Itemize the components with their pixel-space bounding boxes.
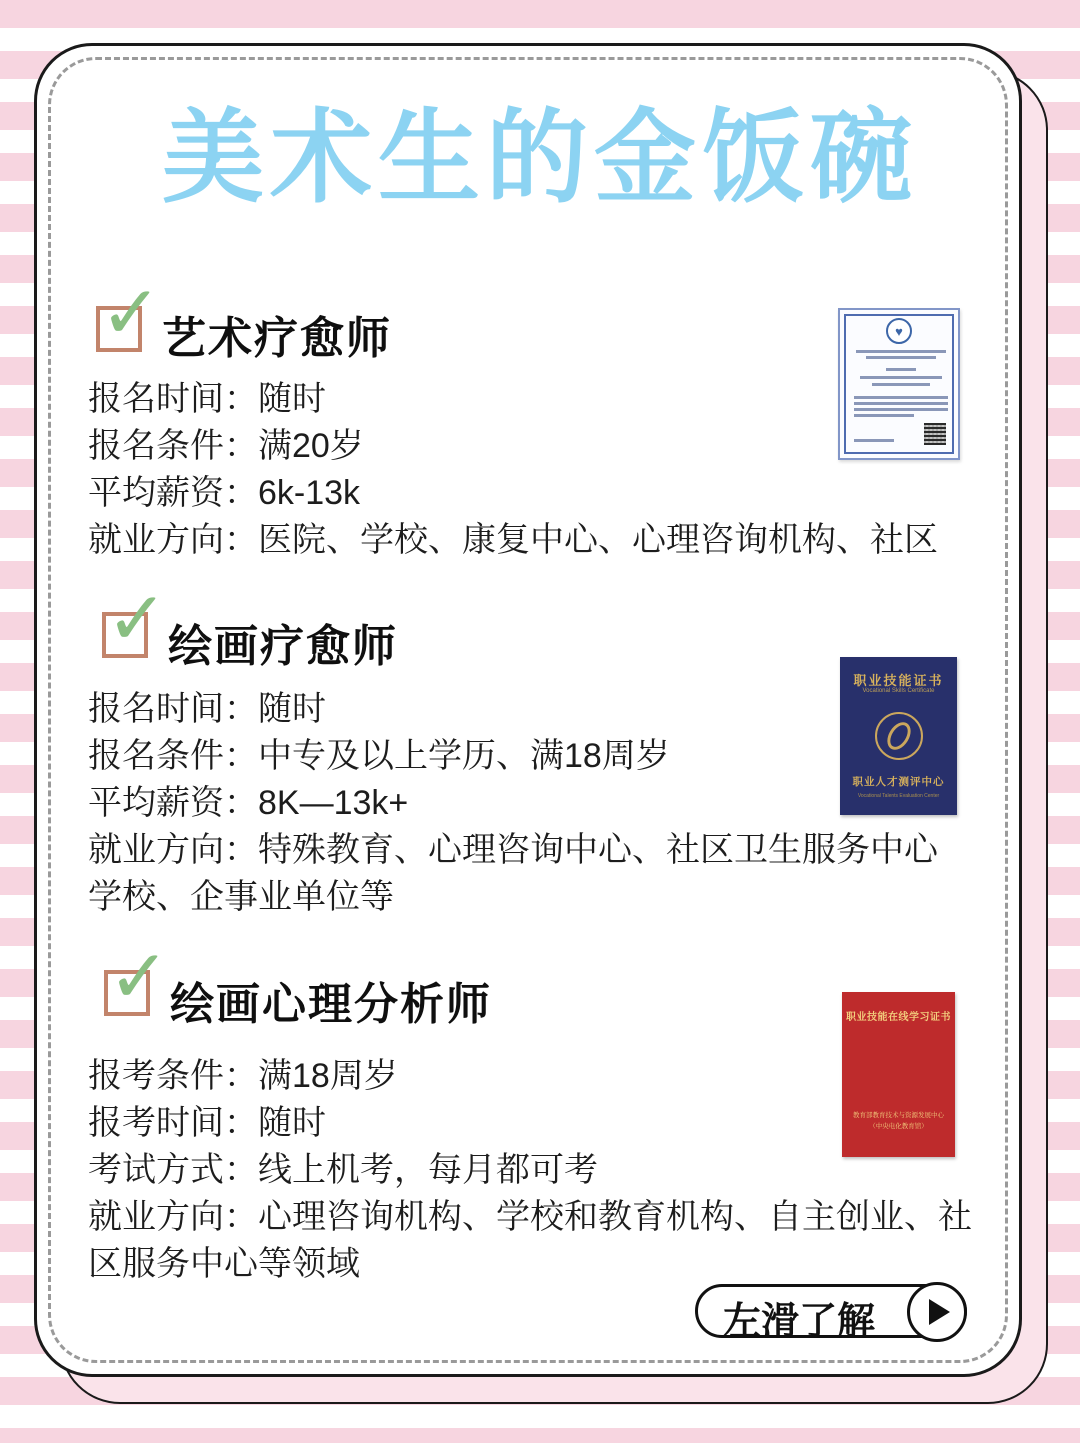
certificate-footer-line2: （中央电化教育馆） [869, 1123, 928, 1130]
section-details [88, 686, 938, 921]
checkbox-icon [104, 934, 171, 1020]
section-details [88, 376, 938, 564]
certificate-image-online-learning [842, 992, 955, 1157]
detail-line: 平均薪资：6k-13k [88, 474, 361, 512]
certificate-footer: 职业人才测评中心 [852, 776, 945, 788]
certificate-text-bar [854, 414, 914, 417]
detail-line: 报名时间：随时 [88, 380, 326, 418]
detail-line: 报考条件：满18周岁 [88, 1057, 398, 1095]
checkbox-icon [96, 270, 163, 356]
certificate-text-bar [854, 439, 894, 442]
certificate-text-bar [860, 376, 942, 379]
detail-line: 就业方向：医院、学校、康复中心、心理咨询机构、社区 [88, 521, 938, 559]
arrow-circle[interactable] [907, 1282, 967, 1342]
checkbox-icon [102, 576, 169, 662]
certificate-text-bar [854, 408, 948, 411]
certificate-footer-line1: 教育部教育技术与资源发展中心 [853, 1112, 944, 1119]
right-arrow-icon [929, 1299, 950, 1325]
checkmark-icon: ✓ [108, 934, 171, 1020]
section-heading-painting-psych-analyst: 绘画心理分析师 [170, 979, 492, 1030]
section-heading-art-therapist: 艺术疗愈师 [162, 313, 392, 364]
certificate-footer-en: Vocational Talents Evaluation Center [857, 793, 940, 799]
certificate-title: 职业技能证书 [853, 673, 944, 688]
page-title: 美术生的金饭碗 [162, 99, 918, 218]
detail-line: 报名条件：中专及以上学历、满18周岁 [88, 737, 670, 775]
certificate-text-bar [872, 383, 930, 386]
checkmark-icon: ✓ [100, 270, 163, 356]
detail-line: 考试方式：线上机考，每月都可考 [88, 1151, 598, 1189]
certificate-subtitle: Vocational Skills Certificate [862, 688, 935, 694]
gold-emblem-icon [875, 712, 923, 760]
certificate-image-art-therapy [838, 308, 960, 460]
section-details [88, 1053, 972, 1288]
certificate-text-bar [856, 350, 946, 353]
section-heading-painting-therapist: 绘画疗愈师 [168, 621, 398, 672]
certificate-text-bar [866, 356, 936, 359]
detail-line: 就业方向：特殊教育、心理咨询中心、社区卫生服务中心 [88, 831, 938, 869]
certificate-logo-icon: ♥ [886, 318, 912, 344]
certificate-text-bar [854, 402, 948, 405]
swipe-left-button[interactable] [695, 1284, 967, 1343]
qr-code [924, 423, 946, 445]
checkmark-icon: ✓ [106, 576, 169, 662]
certificate-image-vocational-skills [840, 657, 957, 815]
detail-line: 报名时间：随时 [88, 690, 326, 728]
certificate-text-bar [886, 368, 916, 371]
detail-line: 就业方向：心理咨询机构、学校和教育机构、自主创业、社 [88, 1198, 972, 1236]
detail-line: 报名条件：满20岁 [88, 427, 364, 465]
detail-line: 区服务中心等领域 [88, 1245, 360, 1283]
detail-line: 平均薪资：8K—13k+ [88, 784, 409, 822]
certificate-title: 职业技能在线学习证书 [846, 1012, 951, 1023]
certificate-text-bar [854, 396, 948, 399]
detail-line: 学校、企事业单位等 [88, 878, 394, 916]
detail-line: 报考时间：随时 [88, 1104, 326, 1142]
swipe-left-label: 左滑了解 [723, 1301, 876, 1343]
